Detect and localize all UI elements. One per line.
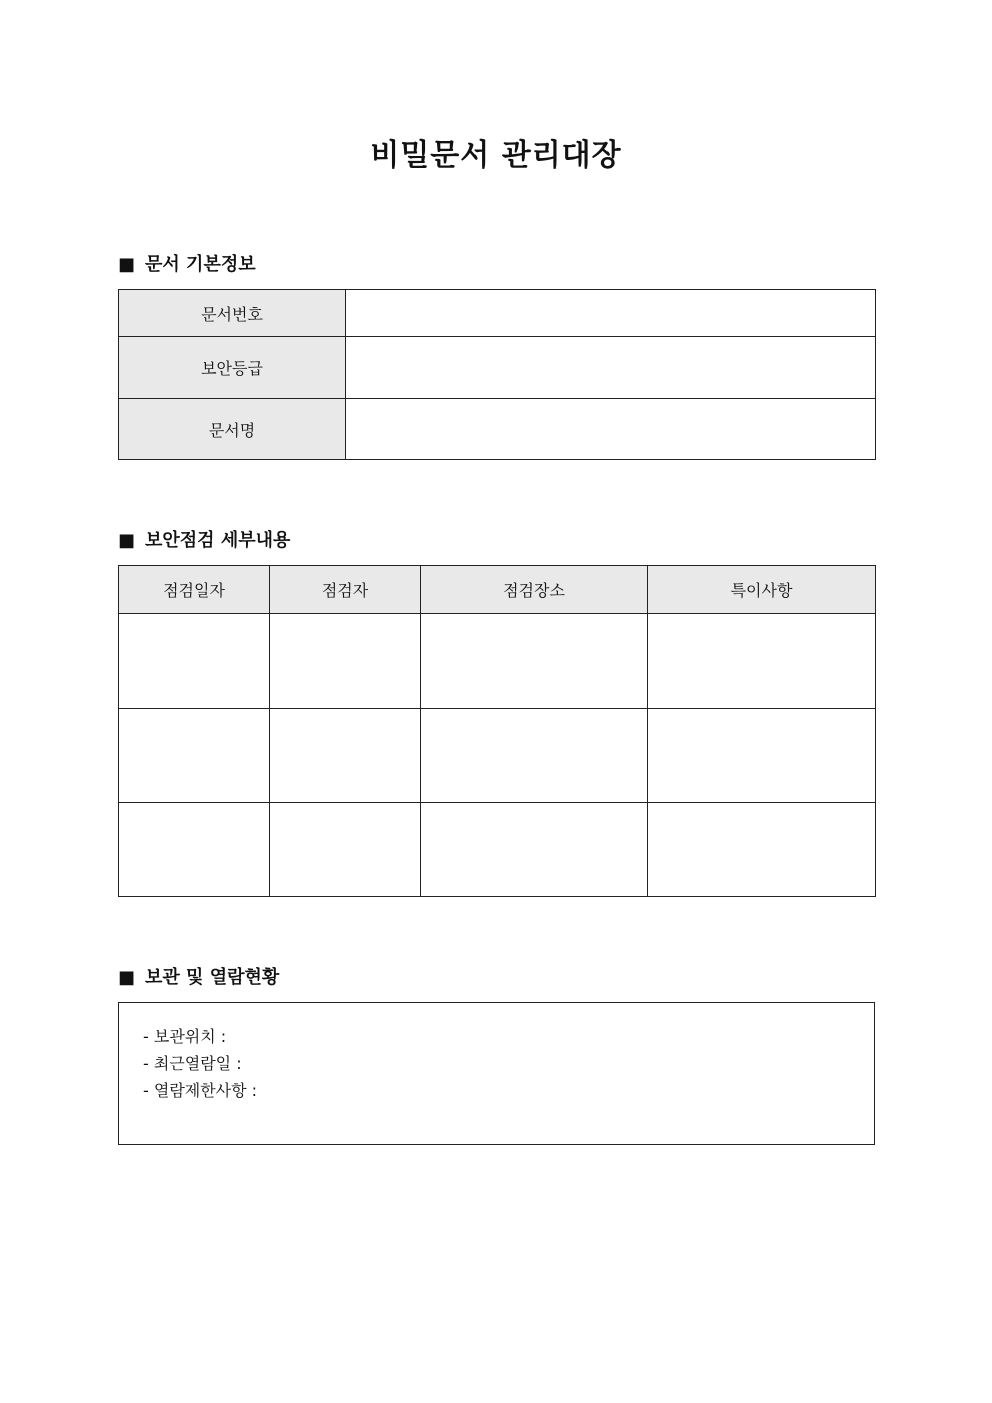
cell-inspection-place[interactable] xyxy=(421,614,648,709)
table-row xyxy=(119,614,876,709)
section-heading-basic-info xyxy=(118,252,256,278)
column-header-inspector: 점검자 xyxy=(270,566,421,614)
cell-remarks[interactable] xyxy=(648,803,876,897)
document-title: 비밀문서 관리대장 xyxy=(370,138,622,173)
cell-inspector[interactable] xyxy=(270,803,421,897)
column-header-inspection-date: 점검일자 xyxy=(119,566,270,614)
square-bullet-icon: ■ xyxy=(118,530,136,551)
basic-info-table xyxy=(118,289,876,460)
square-bullet-icon: ■ xyxy=(118,254,136,275)
storage-location-item: - 보관위치 : xyxy=(143,1027,227,1046)
cell-inspection-place[interactable] xyxy=(421,709,648,803)
cell-remarks[interactable] xyxy=(648,614,876,709)
table-row xyxy=(119,290,876,337)
cell-inspector[interactable] xyxy=(270,709,421,803)
inspection-table xyxy=(118,565,876,897)
section-heading-inspection xyxy=(118,528,290,554)
label-document-number: 문서번호 xyxy=(119,290,346,337)
cell-inspection-date[interactable] xyxy=(119,614,270,709)
section-heading-label: 보관 및 열람현황 xyxy=(145,967,280,988)
table-row xyxy=(119,803,876,897)
storage-status-list xyxy=(119,1003,874,1104)
field-document-number[interactable] xyxy=(346,290,876,337)
label-document-name: 문서명 xyxy=(119,399,346,460)
section-heading-label: 문서 기본정보 xyxy=(145,254,256,275)
cell-inspection-date[interactable] xyxy=(119,803,270,897)
table-row xyxy=(119,709,876,803)
label-security-level: 보안등급 xyxy=(119,337,346,399)
storage-status-box[interactable] xyxy=(118,1002,875,1145)
field-document-name[interactable] xyxy=(346,399,876,460)
section-heading-label: 보안점검 세부내용 xyxy=(145,530,291,551)
table-header-row xyxy=(119,566,876,614)
cell-inspector[interactable] xyxy=(270,614,421,709)
field-security-level[interactable] xyxy=(346,337,876,399)
column-header-inspection-place: 점검장소 xyxy=(421,566,648,614)
cell-inspection-place[interactable] xyxy=(421,803,648,897)
column-header-remarks: 특이사항 xyxy=(648,566,876,614)
viewing-restrictions-item: - 열람제한사항 : xyxy=(143,1081,258,1100)
cell-inspection-date[interactable] xyxy=(119,709,270,803)
table-row xyxy=(119,337,876,399)
square-bullet-icon: ■ xyxy=(118,967,136,988)
cell-remarks[interactable] xyxy=(648,709,876,803)
section-heading-storage xyxy=(118,965,279,991)
table-row xyxy=(119,399,876,460)
last-viewed-date-item: - 최근열람일 : xyxy=(143,1054,242,1073)
